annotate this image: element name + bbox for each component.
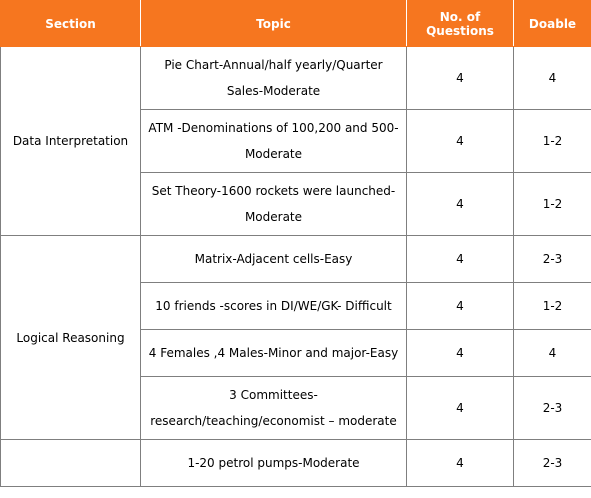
doable-cell: 1-2 bbox=[514, 110, 591, 173]
topic-cell: Matrix-Adjacent cells-Easy bbox=[141, 236, 407, 283]
topic-cell: Set Theory-1600 rockets were launched-Moderate bbox=[141, 173, 407, 236]
section-cell: Logical Reasoning bbox=[1, 236, 141, 440]
doable-cell: 2-3 bbox=[514, 440, 591, 487]
doable-cell: 2-3 bbox=[514, 236, 591, 283]
questions-cell: 4 bbox=[407, 173, 514, 236]
topic-cell: ATM -Denominations of 100,200 and 500-Moderate bbox=[141, 110, 407, 173]
section-cell: Data Interpretation bbox=[1, 47, 141, 236]
topic-cell: 3 Committees-research/teaching/economist – moderate bbox=[141, 377, 407, 440]
doable-cell: 4 bbox=[514, 330, 591, 377]
questions-cell: 4 bbox=[407, 236, 514, 283]
questions-cell: 4 bbox=[407, 330, 514, 377]
questions-cell: 4 bbox=[407, 283, 514, 330]
questions-cell: 4 bbox=[407, 110, 514, 173]
table-row bbox=[1, 236, 591, 283]
doable-cell: 4 bbox=[514, 47, 591, 110]
topic-cell: 1-20 petrol pumps-Moderate bbox=[141, 440, 407, 487]
header-topic: Topic bbox=[141, 1, 407, 47]
topic-cell: 10 friends -scores in DI/WE/GK- Difficult bbox=[141, 283, 407, 330]
questions-cell: 4 bbox=[407, 440, 514, 487]
doable-cell: 2-3 bbox=[514, 377, 591, 440]
topic-cell: 4 Females ,4 Males-Minor and major-Easy bbox=[141, 330, 407, 377]
header-questions: No. of Questions bbox=[407, 1, 514, 47]
header-doable: Doable bbox=[514, 1, 591, 47]
header-section: Section bbox=[1, 1, 141, 47]
doable-cell: 1-2 bbox=[514, 283, 591, 330]
doable-cell: 1-2 bbox=[514, 173, 591, 236]
section-cell bbox=[1, 440, 141, 487]
topic-cell: Pie Chart-Annual/half yearly/Quarter Sales-Moderate bbox=[141, 47, 407, 110]
questions-cell: 4 bbox=[407, 377, 514, 440]
header-row bbox=[1, 1, 591, 47]
questions-cell: 4 bbox=[407, 47, 514, 110]
table-row bbox=[1, 47, 591, 110]
table-row bbox=[1, 440, 591, 487]
